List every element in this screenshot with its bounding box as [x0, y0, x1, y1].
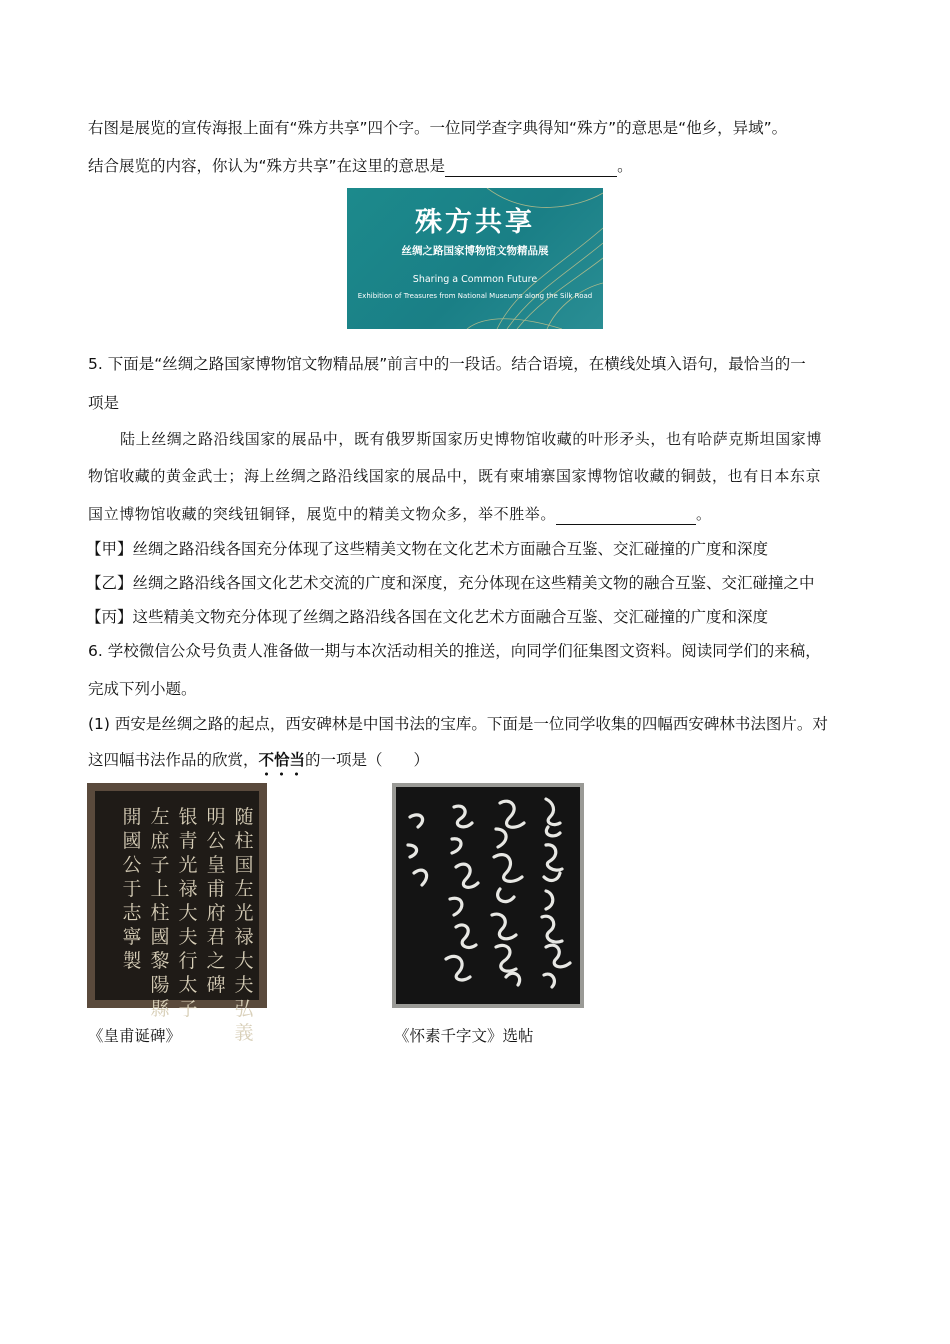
q6-sub1-line-1: (1) 西安是丝绸之路的起点，西安碑林是中国书法的宝库。下面是一位同学收集的四幅西安碑林书法图片。对 — [88, 715, 828, 733]
q5-passage-line-1: 陆上丝绸之路沿线国家的展品中，既有俄罗斯国家历史博物馆收藏的叶形矛头，也有哈萨克斯坦国家博 — [120, 430, 823, 448]
q5-option-b: 【乙】丝绸之路沿线各国文化艺术交流的广度和深度，充分体现在这些精美文物的融合互鉴、交汇碰撞之中 — [86, 574, 815, 592]
q5-passage-end: 。 — [696, 505, 712, 523]
q4-line-end: 。 — [617, 157, 633, 175]
rubbing-column: 左庶子上柱國黎陽縣 — [150, 806, 170, 1020]
q5-option-a: 【甲】丝绸之路沿线各国充分体现了这些精美文物在文化艺术方面融合互鉴、交汇碰撞的广度和深度 — [86, 540, 769, 558]
rubbing-column: 開國公于志寧製 — [122, 806, 142, 972]
q6-line-2: 完成下列小题。 — [88, 680, 197, 698]
q4-answer-blank[interactable] — [445, 160, 617, 177]
cursive-strokes-illustration — [396, 787, 580, 1004]
rubbing-column: 明公皇甫府君之碑 — [206, 806, 226, 996]
q5-passage-text: 国立博物馆收藏的突线钮铜铎，展览中的精美文物众多，举不胜举。 — [88, 505, 557, 523]
poster-english-subtitle: Exhibition of Treasures from National Museums along the Silk Road — [357, 292, 593, 300]
rubbing-column: 随柱国左光禄大夫弘義 — [234, 806, 254, 1044]
caption-huaisu: 《怀素千字文》选帖 — [394, 1027, 534, 1045]
poster-title: 殊方共享 — [415, 207, 535, 238]
q5-line-1: 5. 下面是“丝绸之路国家博物馆文物精品展”前言中的一段话。结合语境，在横线处填入语句，最恰当的一 — [88, 355, 806, 373]
q5-line-2: 项是 — [88, 394, 120, 412]
rubbing-column: 银青光禄大夫行太子 — [178, 806, 198, 1020]
q5-passage-line-2: 物馆收藏的黄金武士；海上丝绸之路沿线国家的展品中，既有柬埔寨国家博物馆收藏的铜鼓，也有日本东京 — [88, 467, 822, 485]
rubbing-inner — [396, 787, 580, 1004]
q6-sub1-suffix: 的一项是（ ） — [305, 751, 430, 769]
q5-answer-blank[interactable] — [556, 508, 696, 525]
q6-sub1-prefix: 这四幅书法作品的欣赏， — [88, 751, 259, 769]
q5-option-c: 【丙】这些精美文物充分体现了丝绸之路沿线各国在文化艺术方面融合互鉴、交汇碰撞的广度和深度 — [86, 608, 769, 626]
q6-emphasis-text: 不恰当 — [258, 751, 306, 769]
poster-subtitle: 丝绸之路国家博物馆文物精品展 — [401, 245, 549, 257]
q4-line-2 — [88, 155, 633, 177]
q4-prompt: 结合展览的内容，你认为“殊方共享”在这里的意思是 — [88, 157, 446, 175]
exhibition-poster-image — [347, 188, 603, 329]
poster-english-title: Sharing a Common Future — [412, 274, 538, 285]
calligraphy-image-huaisu — [392, 783, 584, 1008]
caption-huangfudan: 《皇甫诞碑》 — [88, 1027, 182, 1045]
q4-line-1: 右图是展览的宣传海报上面有“殊方共享”四个字。一位同学查字典得知“殊方”的意思是“他乡，异域”。 — [88, 119, 788, 137]
q5-passage-line-3 — [88, 503, 712, 525]
q6-sub1-line-2 — [88, 749, 429, 771]
q6-line-1: 6. 学校微信公众号负责人准备做一期与本次活动相关的推送，向同学们征集图文资料。阅读同学们的来稿， — [88, 642, 821, 660]
